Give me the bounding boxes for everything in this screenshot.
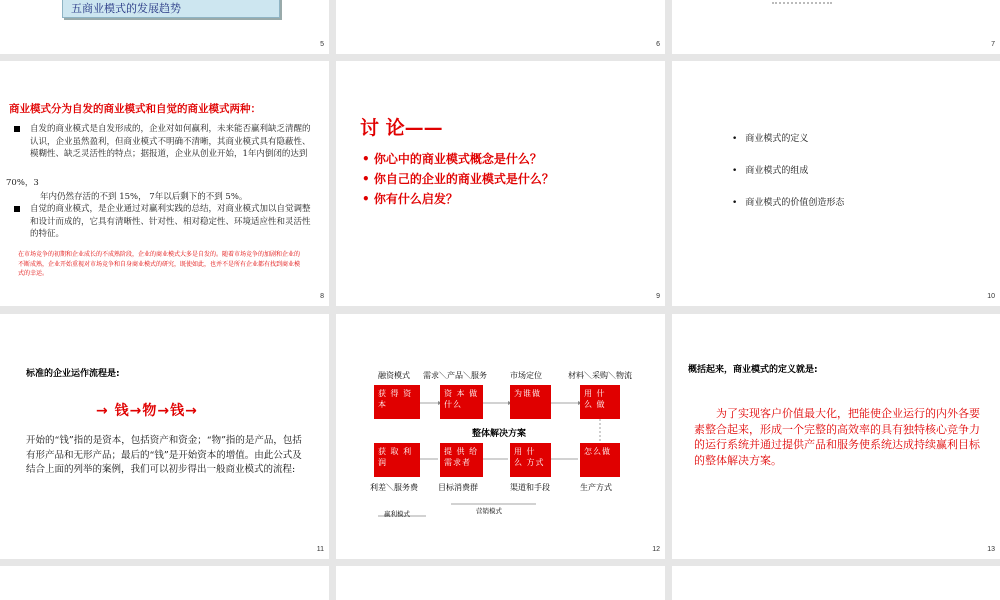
marketing-model-label: 营销模式 bbox=[476, 507, 502, 515]
cut-off-text bbox=[772, 0, 832, 4]
slide-number: 8 bbox=[320, 293, 324, 300]
list-item: • 你心中的商业模式概念是什么？ bbox=[362, 152, 542, 166]
slide-7[interactable] bbox=[672, 0, 1000, 54]
slide-number: 12 bbox=[652, 546, 660, 553]
slide-8[interactable] bbox=[0, 61, 329, 306]
note-text: 在市场竞争的初期和企业成长的不成熟阶段，企业的商业模式大多是自发的。随着市场竞争的加剧和企业的不断成熟，企业开始重视对市场竞争和自身商业模式的研究，既使如此，也并不是所有企业都有找到商业模式的幸运。 bbox=[18, 251, 301, 277]
definition-text: 为了实现客户价值最大化，把能使企业运行的内外各要素整合起来，形成一个完整的高效率的具有独特核心竞争力的运行系统并通过提供产品和服务使系统达成持续赢利目标的整体解决方案。 bbox=[694, 407, 980, 467]
flow-box-for-whom: 为谁做 bbox=[510, 385, 551, 419]
slide-12[interactable] bbox=[336, 314, 665, 559]
dot-bullet-icon: • bbox=[362, 192, 374, 206]
flow-box-get-capital: 获 得 资 本 bbox=[374, 385, 420, 419]
square-bullet-icon bbox=[14, 126, 20, 132]
bottom-label: 目标消费群 bbox=[438, 483, 478, 492]
dot-bullet-icon: • bbox=[732, 134, 738, 144]
top-label: 融资模式 bbox=[378, 371, 410, 380]
list-item: • 你有什么启发？ bbox=[362, 192, 458, 206]
bottom-label: 生产方式 bbox=[580, 483, 612, 492]
bullet-continuation: 70%，3 bbox=[6, 178, 39, 188]
flow-box-capital-use: 资 本 做 什么 bbox=[440, 385, 483, 419]
flow-box-get-profit: 获 取 利 润 bbox=[374, 443, 420, 477]
profit-model-label: 赢利模式 bbox=[384, 510, 410, 518]
topic-list bbox=[732, 131, 844, 227]
bottom-label: 渠道和手段 bbox=[510, 483, 550, 492]
slide-title: 标准的企业运作流程是: bbox=[26, 369, 120, 379]
slide-number: 6 bbox=[656, 41, 660, 48]
discussion-list bbox=[362, 149, 554, 209]
dot-bullet-icon: • bbox=[362, 152, 374, 166]
top-label: 材料＼采购＼物流 bbox=[568, 371, 632, 380]
bullet-continuation: 年内仍然存活的不到 15%， 7年以后剩下的不到 5%。 bbox=[40, 192, 248, 202]
slide-number: 7 bbox=[991, 41, 995, 48]
list-item bbox=[14, 203, 314, 241]
slide-9[interactable] bbox=[336, 61, 665, 306]
bullet-list bbox=[14, 203, 314, 241]
flow-box-method: 用 什 么 方式 bbox=[510, 443, 551, 477]
section-banner bbox=[62, 0, 280, 18]
slide-13[interactable] bbox=[672, 314, 1000, 559]
bullet-list bbox=[14, 123, 314, 161]
body-text: 开始的“钱”指的是资本，包括资产和资金；“物”指的是产品，包括有形产品和无形产品；最后的“钱”是开始资本的增值。由此公式及结合上面的列举的案例，我们可以初步得出一般商业模式的流程: bbox=[26, 435, 302, 475]
bottom-label: 利差＼服务费 bbox=[370, 483, 418, 492]
slide-6[interactable] bbox=[336, 0, 665, 54]
flow-box-with-what: 用 什 么 做 bbox=[580, 385, 620, 419]
slide-5[interactable] bbox=[0, 0, 329, 54]
slide-title: 商业模式分为自发的商业模式和自觉的商业模式两种： bbox=[9, 103, 261, 115]
formula: → 钱→物→钱→ bbox=[96, 403, 198, 419]
dot-bullet-icon: • bbox=[732, 198, 738, 208]
slide-number: 13 bbox=[987, 546, 995, 553]
bullet-text: 自发的商业模式是自发形成的，企业对如何赢利，未来能否赢利缺乏清醒的认识，企业虽然盈利，但商业模式不明确不清晰，其商业模式具有隐蔽性、模糊性、缺乏灵活性的特点；据报道，企业从创业开始，1年内倒闭的达到 bbox=[30, 124, 311, 159]
slide-15[interactable] bbox=[336, 566, 665, 600]
top-label: 需求＼产品＼服务 bbox=[423, 371, 487, 380]
slide-title: 讨 论—— bbox=[360, 117, 443, 139]
list-item: • 你自己的企业的商业模式是什么？ bbox=[362, 172, 554, 186]
dot-bullet-icon: • bbox=[362, 172, 374, 186]
slide-11[interactable] bbox=[0, 314, 329, 559]
list-item bbox=[14, 123, 314, 161]
slide-16[interactable] bbox=[672, 566, 1000, 600]
slide-14[interactable] bbox=[0, 566, 329, 600]
slide-10[interactable] bbox=[672, 61, 1000, 306]
dot-bullet-icon: • bbox=[732, 166, 738, 176]
square-bullet-icon bbox=[14, 206, 20, 212]
list-item: • 商业模式的价值创造形态 bbox=[732, 198, 845, 208]
list-item: • 商业模式的组成 bbox=[732, 166, 809, 176]
slide-number: 9 bbox=[656, 293, 660, 300]
slide-title: 概括起来，商业模式的定义就是: bbox=[688, 365, 818, 375]
flow-box-provide: 提 供 给 需求者 bbox=[440, 443, 483, 477]
slide-number: 10 bbox=[987, 293, 995, 300]
center-label: 整体解决方案 bbox=[472, 429, 527, 439]
slide-number: 11 bbox=[316, 546, 324, 553]
banner-text: 五商业模式的发展趋势 bbox=[71, 2, 181, 15]
top-label: 市场定位 bbox=[510, 371, 542, 380]
list-item: • 商业模式的定义 bbox=[732, 134, 809, 144]
slide-number: 5 bbox=[320, 41, 324, 48]
bullet-text: 自觉的商业模式，是企业通过对赢利实践的总结，对商业模式加以自觉调整和设计而成的，它具有清晰性、针对性、相对稳定性、环境适应性和灵活性的特征。 bbox=[30, 204, 311, 239]
flow-box-how: 怎么做 bbox=[580, 443, 620, 477]
